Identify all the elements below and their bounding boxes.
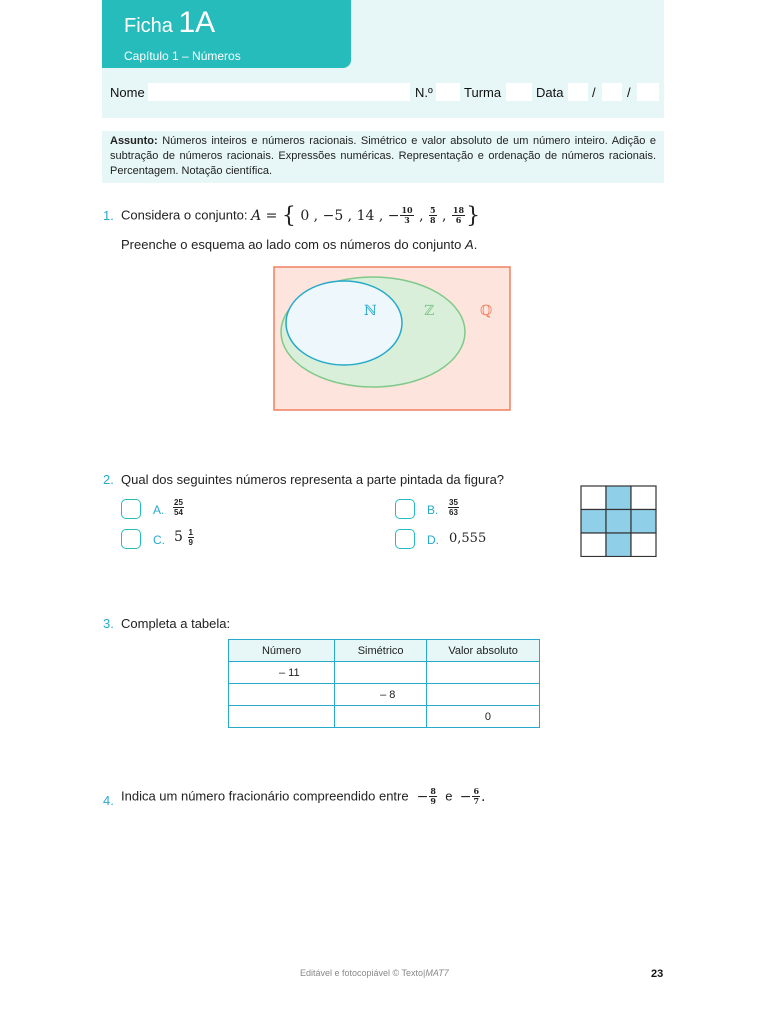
option-c-checkbox[interactable] <box>121 529 141 549</box>
grid-cell-shaded <box>631 510 656 534</box>
numero-field[interactable] <box>436 83 460 101</box>
q1-number: 1. <box>103 208 114 223</box>
data-slash-2: / <box>627 85 631 100</box>
assunto-box <box>102 131 664 183</box>
data-slash-1: / <box>592 85 596 100</box>
option-c-letter: C. <box>153 533 165 547</box>
q4-number: 4. <box>103 793 114 808</box>
q1-statement: Considera o conjunto: A = { 0 , −5 , 14 , − $\frac{10}{3}$ , $\frac{5}{8}$ , $\frac{18}{6}$ } <box>121 203 481 228</box>
table-cell[interactable] <box>335 662 427 684</box>
set-n-label: ℕ <box>364 303 377 319</box>
q3-number: 3. <box>103 616 114 631</box>
table-row <box>229 684 540 706</box>
table-cell[interactable]: – 8 <box>335 684 427 706</box>
set-q-label: ℚ <box>480 303 493 319</box>
numero-label: N.º <box>415 85 433 100</box>
option-a-checkbox[interactable] <box>121 499 141 519</box>
header-simetrico: Simétrico <box>335 640 427 662</box>
option-b-value: $\frac{35}{63}$ <box>449 498 458 517</box>
q2-statement: Qual dos seguintes números representa a parte pintada da figura? <box>121 472 505 487</box>
table-cell[interactable] <box>427 662 540 684</box>
q2-number: 2. <box>103 472 114 487</box>
option-a-value: $\frac{25}{54}$ <box>174 498 183 517</box>
venn-diagram <box>272 265 512 412</box>
grid-cell-shaded <box>606 533 631 557</box>
table-row <box>229 706 540 728</box>
option-b-checkbox[interactable] <box>395 499 415 519</box>
data-label: Data <box>536 85 564 100</box>
header-valor-absoluto: Valor absoluto <box>427 640 540 662</box>
q1-instruction: Preenche o esquema ao lado com os números do conjunto A. <box>121 237 478 252</box>
table-row <box>229 662 540 684</box>
option-c-value: 5 $\frac{1}{9}$ <box>174 528 193 547</box>
q4-fraction-2: − $\frac{6}{7}$ . <box>459 786 486 806</box>
q4-fraction-1: − $\frac{8}{9}$ <box>412 786 436 806</box>
grid-cell-shaded <box>606 486 631 510</box>
chapter-subtitle: Capítulo 1 – Números <box>124 49 241 63</box>
header-numero: Número <box>229 640 335 662</box>
table-cell[interactable] <box>335 706 427 728</box>
grid-cell-empty <box>631 486 656 510</box>
footer-credit: Editável e fotocopiável © Texto|MAT7 <box>300 968 449 978</box>
shaded-grid-figure <box>580 485 658 557</box>
set-z-label: ℤ <box>424 303 435 319</box>
ficha-title-box <box>102 0 351 68</box>
grid-cell-shaded <box>606 510 631 534</box>
table-header-row <box>229 640 540 662</box>
grid-cell-empty <box>581 533 606 557</box>
data-year-field[interactable] <box>637 83 659 101</box>
q4-statement: Indica um número fracionário compreendido entre − $\frac{8}{9}$ e − $\frac{6}{7}$ . <box>121 786 486 806</box>
option-d-letter: D. <box>427 533 439 547</box>
nome-field[interactable] <box>148 83 410 101</box>
table-cell[interactable] <box>229 684 335 706</box>
ficha-title: Ficha 1A <box>124 6 216 39</box>
page-number: 23 <box>651 968 664 980</box>
assunto-label: Assunto: <box>110 135 158 147</box>
completion-table <box>228 639 540 728</box>
nome-label: Nome <box>110 85 145 100</box>
assunto-text: Números inteiros e números racionais. Simétrico e valor absoluto de um número inteiro. Adição e subtração de números racionais. Expressões numéricas. Representação e ordenação de números racionais. Percentagem. Notação científica. <box>110 135 656 177</box>
option-d-value: 0,555 <box>449 531 487 546</box>
table-cell[interactable]: 0 <box>427 706 540 728</box>
grid-cell-shaded <box>581 510 606 534</box>
grid-cell-empty <box>581 486 606 510</box>
data-month-field[interactable] <box>602 83 622 101</box>
grid-cell-empty <box>631 533 656 557</box>
table-cell[interactable] <box>229 706 335 728</box>
set-n-region[interactable] <box>286 281 402 365</box>
q3-statement: Completa a tabela: <box>121 616 231 631</box>
turma-label: Turma <box>464 85 502 100</box>
table-cell[interactable] <box>427 684 540 706</box>
option-d-checkbox[interactable] <box>395 529 415 549</box>
identification-row <box>0 83 768 101</box>
q1-set: A = { 0 , −5 , 14 , − $\frac{10}{3}$ , $\frac{5}{8}$ , $\frac{18}{6}$ } <box>251 203 481 228</box>
option-b-letter: B. <box>427 503 439 517</box>
option-a-letter: A. <box>153 503 165 517</box>
turma-field[interactable] <box>506 83 532 101</box>
table-cell[interactable]: – 11 <box>229 662 335 684</box>
data-day-field[interactable] <box>568 83 588 101</box>
